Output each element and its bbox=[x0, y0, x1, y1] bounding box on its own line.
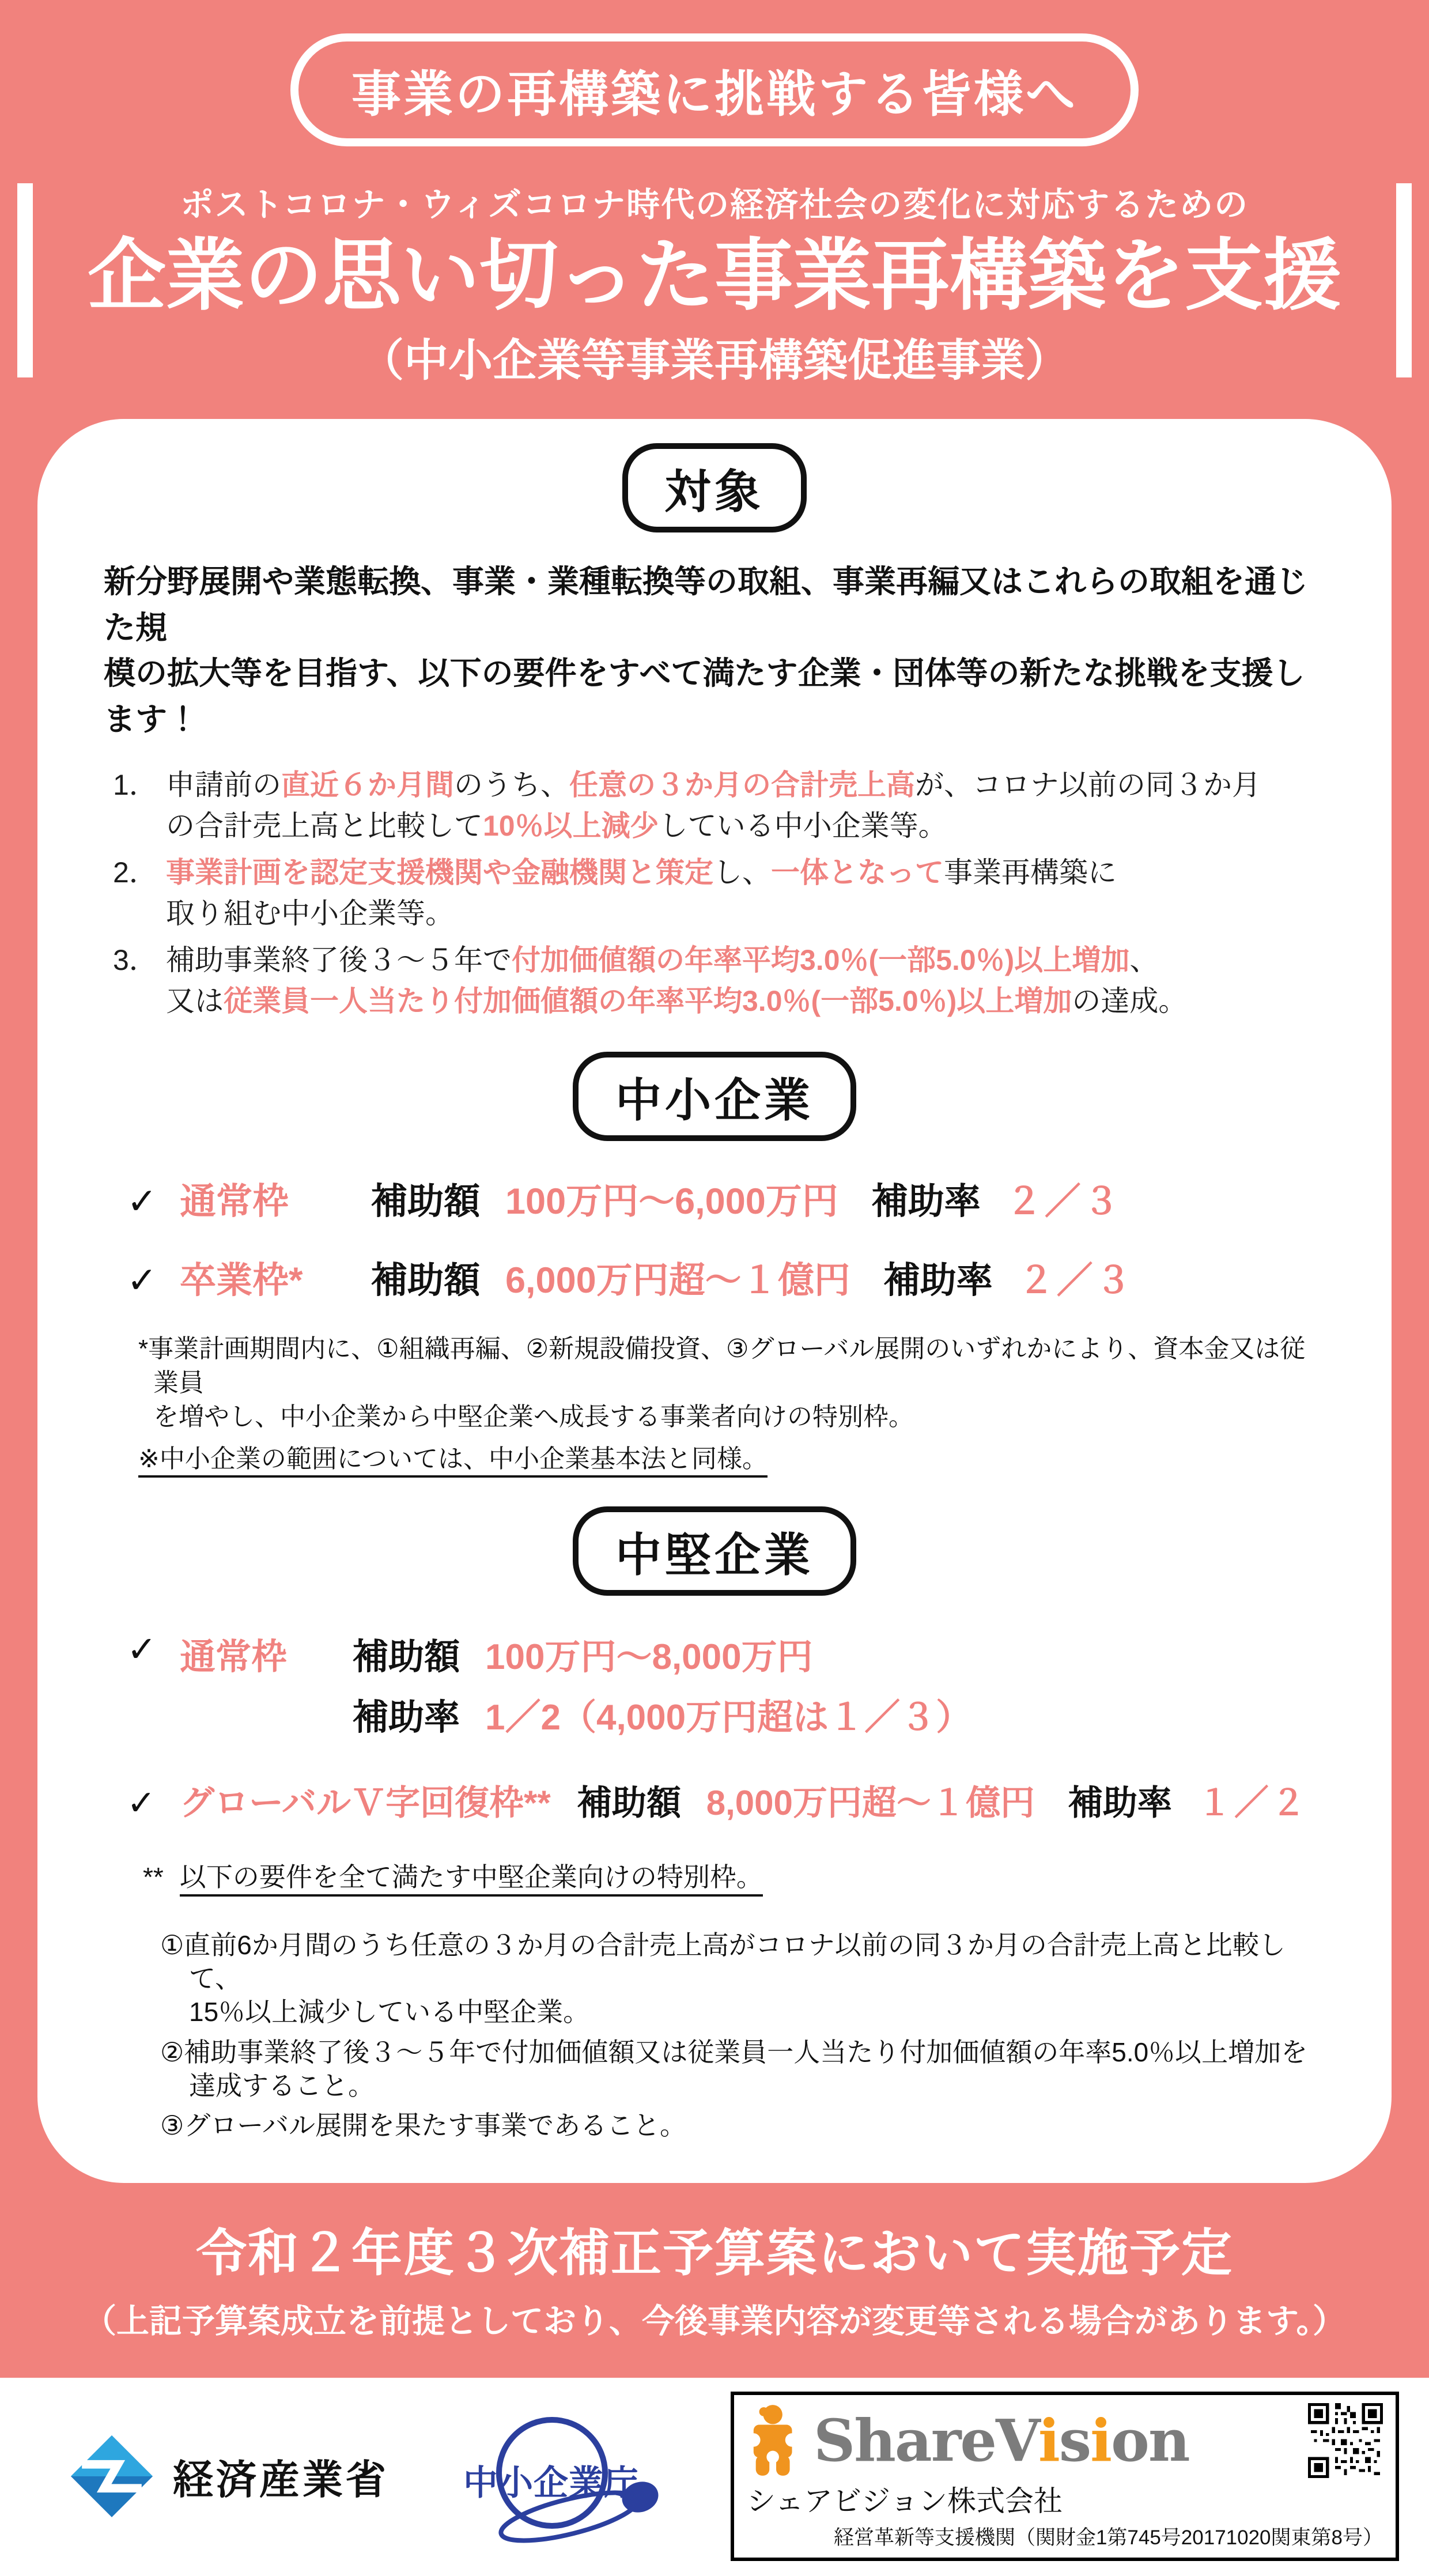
target-badge-label: 対象 bbox=[622, 443, 807, 532]
requirement-list bbox=[113, 765, 1325, 1022]
target-intro: 新分野展開や業態転換、事業・業種転換等の取組、事業再編又はこれらの取組を通じた規 模の拡大等を目指す、以下の要件をすべて満たす企業・団体等の新たな挑戦を支援します！ bbox=[104, 563, 1309, 738]
midsize-normal-values bbox=[353, 1628, 1005, 1740]
amount-label: 補助額 bbox=[371, 1260, 480, 1301]
rate-value: 1／2（4,000万円超は１／３） bbox=[485, 1697, 972, 1738]
requirement-item-2 bbox=[113, 852, 1325, 934]
sharevision-logo-row bbox=[747, 2403, 1383, 2478]
midsize-row-global bbox=[127, 1776, 1325, 1825]
page-title: 企業の思い切った事業再構築を支援 bbox=[88, 232, 1341, 319]
check-icon: ✓ bbox=[127, 1260, 157, 1301]
rate-label: 補助率 bbox=[1068, 1783, 1172, 1822]
item-number: 1． bbox=[113, 768, 158, 801]
amount-value: 6,000万円超～１億円 bbox=[505, 1260, 850, 1301]
rate-label: 補助率 bbox=[353, 1697, 460, 1738]
midsize-badge-label: 中堅企業 bbox=[573, 1506, 856, 1596]
footer bbox=[0, 2378, 1429, 2576]
sme-agency-label: 中小企業庁 bbox=[463, 2464, 639, 2503]
meti-label: 経済産業省 bbox=[173, 2457, 389, 2502]
budget-band-title: 令和２年度３次補正予算案において実施予定 bbox=[195, 2224, 1233, 2282]
amount-label: 補助額 bbox=[353, 1637, 460, 1677]
sme-note-scope: ※中小企業の範囲については、中小企業基本法と同様。 bbox=[138, 1442, 1325, 1476]
item-number: 3． bbox=[113, 943, 158, 976]
sme-row-normal bbox=[127, 1172, 1325, 1225]
sharevision-company-name: シェアビジョン株式会社 bbox=[747, 2485, 1063, 2518]
midsize-conditions bbox=[160, 1929, 1325, 2143]
amount-value: 100万円～6,000万円 bbox=[505, 1181, 838, 1222]
budget-band-caveat: （上記予算案成立を前提としており、今後事業内容が変更等される場合があります。） bbox=[84, 2303, 1345, 2340]
sharevision-box bbox=[731, 2392, 1399, 2561]
header-pill-label: 事業の再構築に挑戦する皆様へ bbox=[351, 67, 1078, 122]
meti-logo bbox=[69, 2434, 389, 2519]
item-text: 事業計画を認定支援機関や金融機関と策定し、一体となって事業再構築に 取り組む中小企業等。 bbox=[166, 856, 1117, 930]
qr-code bbox=[1308, 2403, 1383, 2478]
sme-note-special: *事業計画期間内に、①組織再編、②新規設備投資、③グローバル展開のいずれかにより、資本金又は従業員 を増やし、中小企業から中堅企業へ成長する事業者向けの特別枠。 bbox=[138, 1334, 1306, 1431]
check-icon: ✓ bbox=[127, 1783, 156, 1822]
sme-badge bbox=[104, 1052, 1325, 1141]
rate-label: 補助率 bbox=[871, 1181, 981, 1222]
target-badge bbox=[104, 443, 1325, 532]
puzzle-person-icon bbox=[747, 2404, 808, 2477]
condition-3: ③グローバル展開を果たす事業であること。 bbox=[160, 2110, 686, 2141]
sme-badge-label: 中小企業 bbox=[573, 1052, 856, 1141]
item-number: 2． bbox=[113, 856, 158, 889]
sme-agency-logo bbox=[440, 2409, 687, 2543]
item-text: 補助事業終了後３～５年で付加価値額の年率平均3.0％(一部5.0％)以上増加、 又は従業員一人当たり付加価値額の年率平均3.0％(一部5.0％)以上増加の達成。 bbox=[166, 943, 1188, 1017]
item-text: 申請前の直近６か月間のうち、任意の３か月の合計売上高が、コロナ以前の同３か月 の合計売上高と比較して10％以上減少している中小企業等。 bbox=[166, 768, 1261, 842]
subtitle: ポストコロナ・ウィズコロナ時代の経済社会の変化に対応するための bbox=[180, 186, 1249, 224]
sme-notes bbox=[138, 1332, 1325, 1476]
page-title-sub: （中小企業等事業再構築促進事業） bbox=[360, 335, 1069, 386]
check-icon: ✓ bbox=[127, 1181, 157, 1222]
right-accent-bar bbox=[1396, 183, 1412, 377]
title-block bbox=[0, 172, 1429, 392]
requirement-item-1 bbox=[113, 765, 1325, 847]
left-accent-bar bbox=[17, 183, 33, 377]
midsize-badge bbox=[104, 1506, 1325, 1596]
sme-row-graduate bbox=[127, 1251, 1325, 1304]
midsize-note-title: ** 以下の要件を全て満たす中堅企業向けの特別枠。 bbox=[143, 1856, 1325, 1894]
frame-label: 通常枠 bbox=[180, 1181, 289, 1222]
amount-value: 8,000万円超～１億円 bbox=[706, 1783, 1035, 1822]
frame-label: 通常枠 bbox=[180, 1637, 288, 1677]
rate-value: １／２ bbox=[1197, 1783, 1308, 1822]
condition-1: ①直前6か月間のうち任意の３か月の合計売上高がコロナ以前の同３か月の合計売上高と比較して、 15％以上減少している中堅企業。 bbox=[160, 1929, 1286, 2027]
rate-value: ２／３ bbox=[1018, 1260, 1134, 1301]
sharevision-certification: 経営革新等支援機関（関財金1第745号20171020関東第8号） bbox=[833, 2526, 1383, 2549]
meti-logo-icon bbox=[69, 2434, 154, 2519]
requirement-item-3 bbox=[113, 940, 1325, 1022]
rate-value: ２／３ bbox=[1005, 1181, 1122, 1222]
condition-2: ②補助事業終了後３～５年で付加価値額又は従業員一人当たり付加価値額の年率5.0％以上増加を 達成すること。 bbox=[160, 2037, 1308, 2101]
check-icon: ✓ bbox=[127, 1629, 157, 1670]
budget-band bbox=[0, 2183, 1429, 2378]
amount-label: 補助額 bbox=[577, 1783, 681, 1822]
frame-label: 卒業枠* bbox=[180, 1260, 303, 1301]
rate-label: 補助率 bbox=[883, 1260, 993, 1301]
amount-value: 100万円～8,000万円 bbox=[485, 1637, 813, 1677]
sharevision-wordmark: ShareVision bbox=[814, 2407, 1189, 2475]
header-pill bbox=[290, 33, 1139, 146]
content-card bbox=[37, 419, 1392, 2184]
frame-label: グローバルＶ字回復枠** bbox=[180, 1783, 551, 1822]
midsize-row-normal bbox=[127, 1628, 1325, 1740]
double-asterisk: ** bbox=[143, 1861, 164, 1892]
amount-label: 補助額 bbox=[371, 1181, 480, 1222]
